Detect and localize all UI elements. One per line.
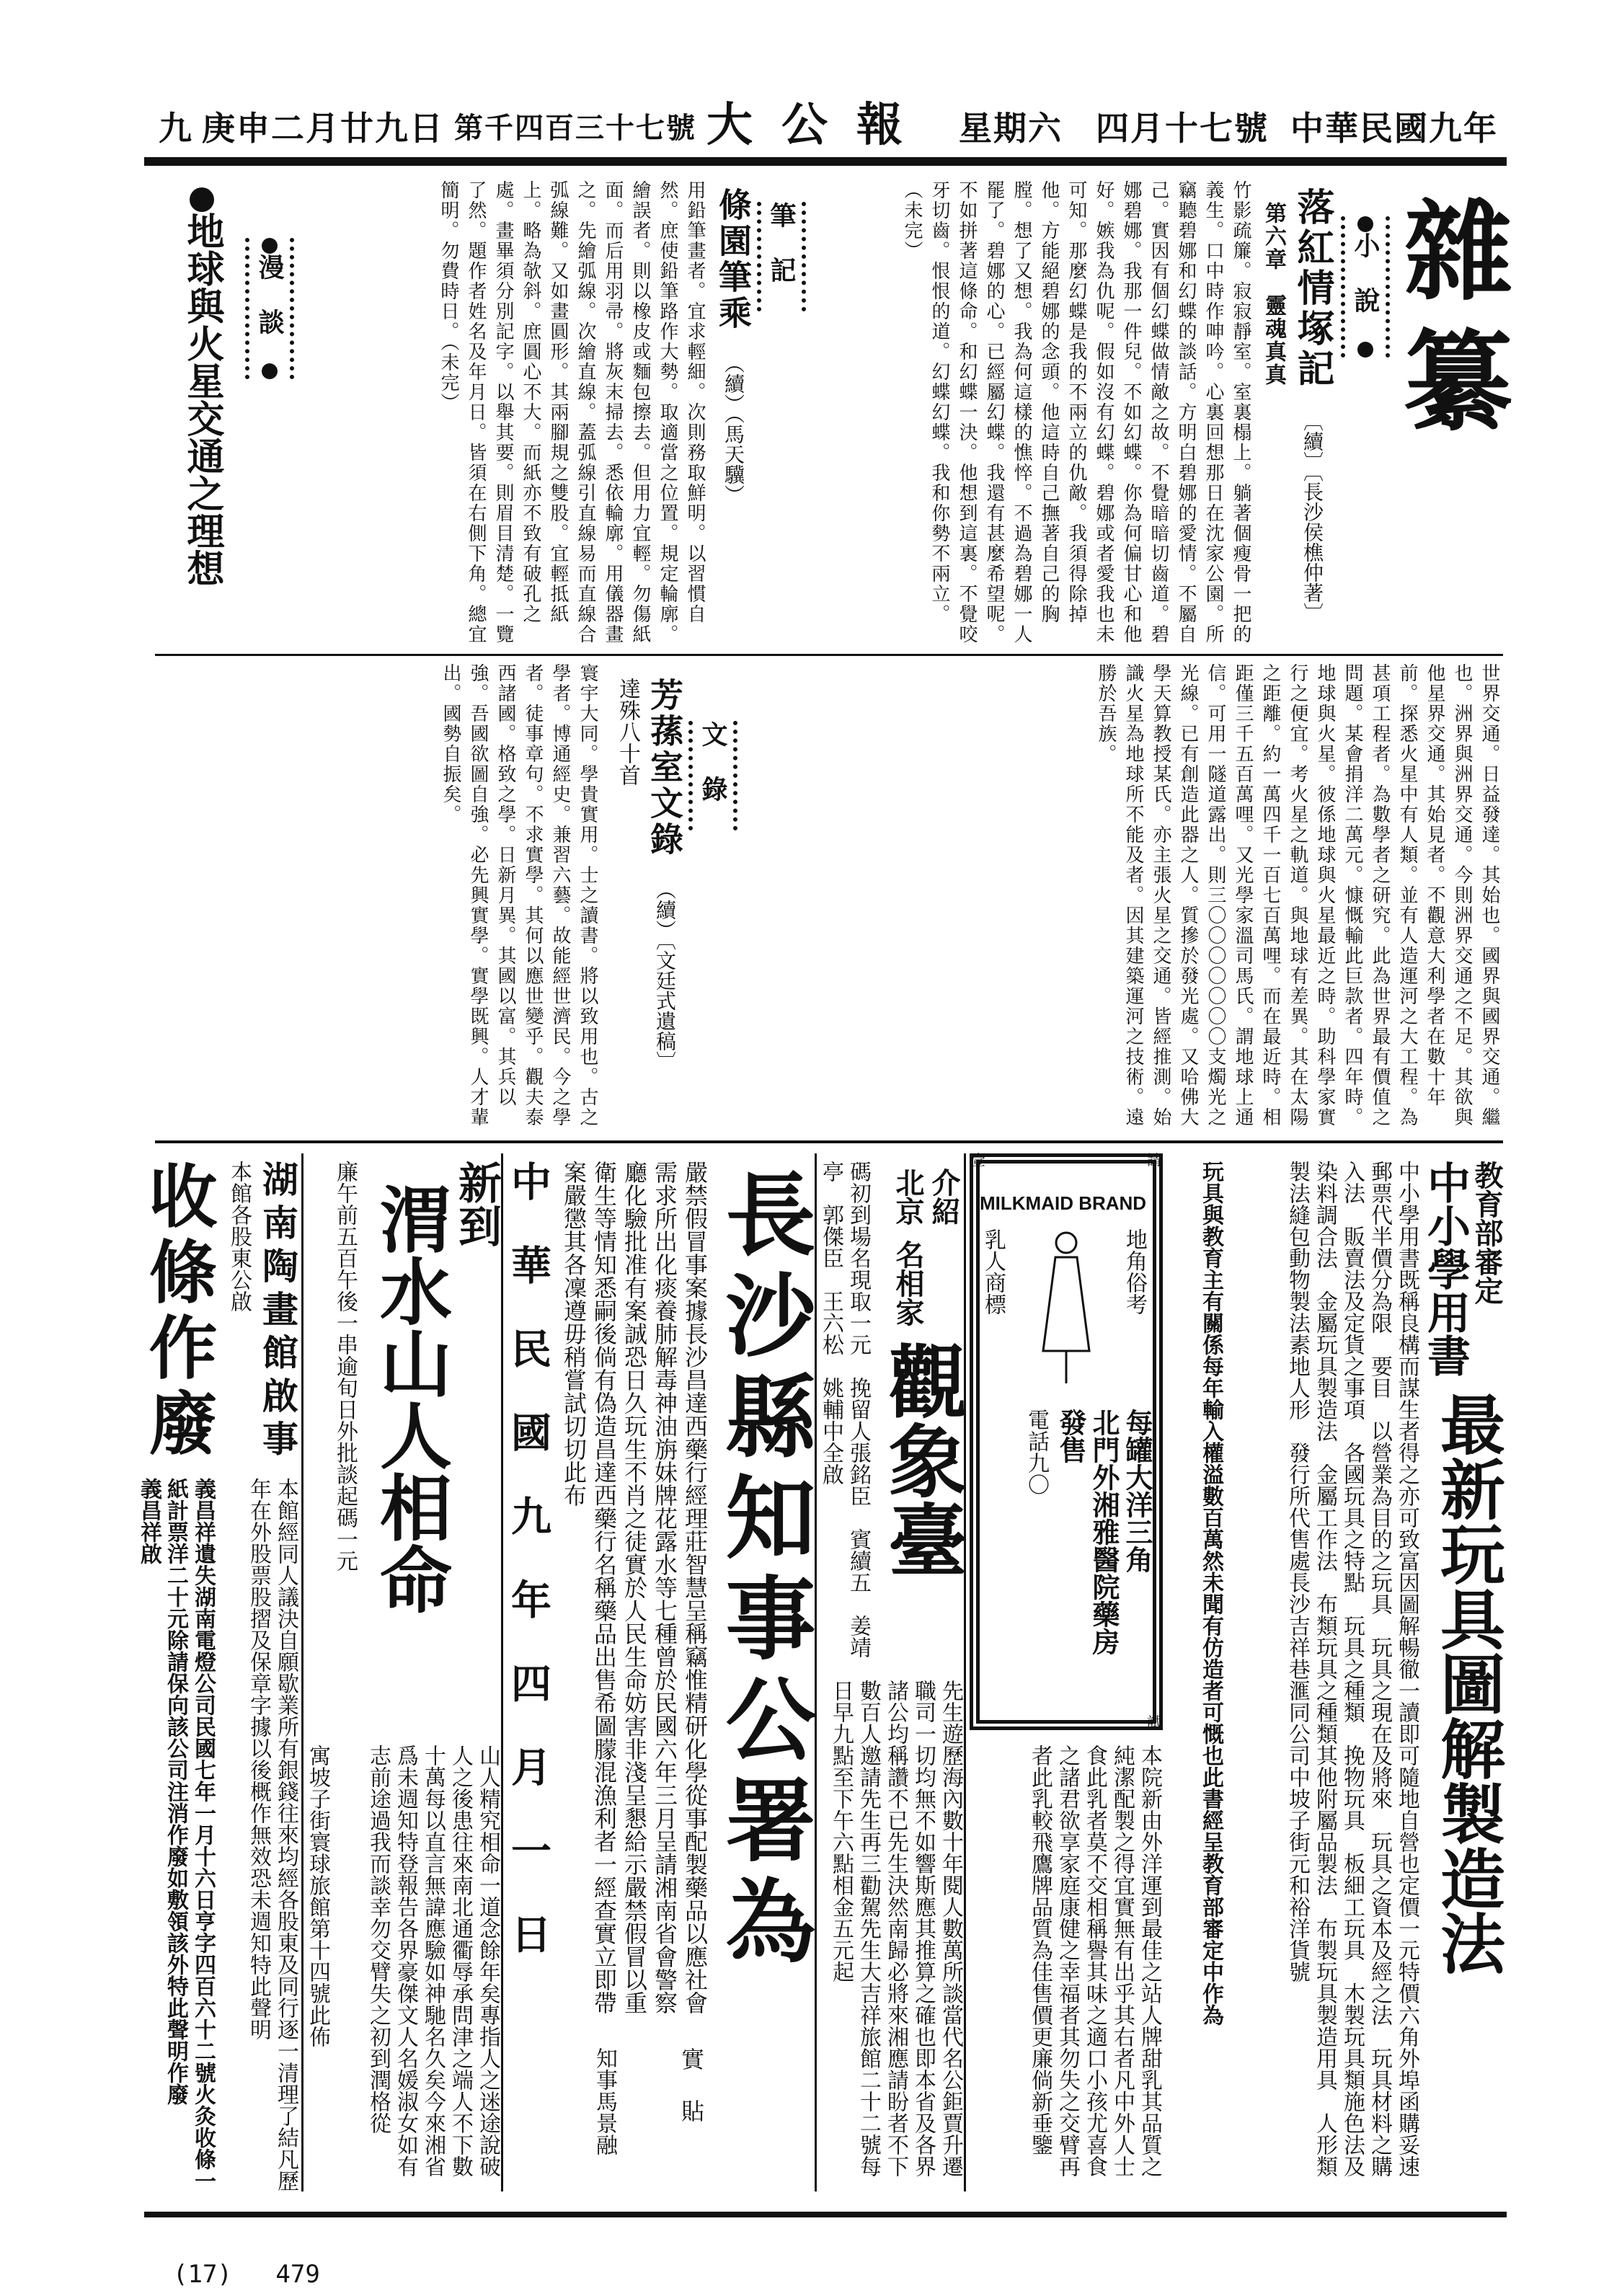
banner-dot-icon bbox=[262, 238, 278, 254]
receipt-title: 收條作廢 bbox=[138, 1161, 218, 1463]
mars-text: 世界交通。日益發達。其始也。國界與國界交通。繼也。洲界與洲界交通。今則洲界交通之不足。其欲與他星界交通。其始見者。不觀意大利學者在數十年前。探悉火星中有人類。並有人造運河之大工程。為甚項工程者。為數學者之研究。此為世界最有價值之問題。某會捐洋二萬元。慷慨輸此巨款者。四年時。地球與火星。彼係地球與火星最近之時。助科學家實行之便宜。考火星之軌道。與地球有差異。其在太陽之距離。約一萬四千一百七百萬哩。而在最近時。相距僅三千五百萬哩。又光學家溫司馬氏。謂地球上通信。可用一隧道露出。則三〇〇〇〇〇〇〇支燭光之光線。已有創造此器之人。質摻於發光處。又哈佛大學天算教授某氏。亦主張火星之交通。皆經推測。始識火星為地球所不能及者。因其建築運河之技術。遠勝於吾族。 bbox=[1095, 663, 1500, 1127]
literary-text: 寰宇大同。學貴實用。士之讀書。將以致用也。古之學者。博通經史。兼習六藝。故能經世濟民。今之學者。徒事章句。不求實學。其何以應世變乎。觀夫泰西諸國。格致之學。日新月異。其國以富。其兵以強。吾國欲圖自強。必先興實學。實學既興。人才輩出。國勢自振矣。 bbox=[440, 663, 598, 1127]
section-title: 雜纂 bbox=[1386, 195, 1512, 454]
astro-text: 碼初到場名現取一元 挽留人張銘臣 賓續五 姜靖亭 郭傑臣 王六松 姚輔中全啟 bbox=[818, 1161, 871, 1658]
milk-corner-br: 試 bbox=[1147, 1714, 1161, 1731]
novel-banner: 小說 bbox=[1341, 216, 1390, 358]
toy-note: 玩具與教育主有關係每年輸入權溢數百萬然未聞有仿造者可慨也此書經呈教育部審定中作為 bbox=[1198, 1161, 1223, 2026]
header-year: 中華民國九年 bbox=[1290, 109, 1498, 148]
banner-dot-icon bbox=[262, 363, 278, 379]
pottery-sign: 本館各股東公啟 bbox=[226, 1161, 252, 1312]
ad-fortune bbox=[301, 1153, 503, 2191]
header-weekday: 星期六 bbox=[959, 109, 1063, 148]
milk-price: 每罐大洋三角 bbox=[1121, 1409, 1153, 1573]
pottery-title: 湖南陶畫館啟事 bbox=[257, 1161, 299, 1463]
notice-posted: 實貼 bbox=[678, 2047, 705, 2151]
bullet-dot-icon bbox=[190, 187, 214, 212]
footer-sheet: (17) bbox=[173, 2260, 232, 2289]
astro-title: 觀象臺 bbox=[875, 1341, 968, 1579]
section-divider bbox=[155, 654, 1503, 656]
essay-byline: （續）（馬天驥） bbox=[722, 353, 745, 505]
receipt-text: 義昌祥遺失湖南電燈公司民國七年一月十六日亨字四百六十二號火灸收條一紙計票洋二十元除請保向該公司注消作廢如敷領該外特此聲明作廢 bbox=[163, 1478, 216, 2191]
header-date: 四月十七號 bbox=[1096, 109, 1269, 148]
chat-banner: 漫談 bbox=[245, 238, 294, 379]
milkmaid-figure-icon bbox=[1030, 1228, 1102, 1387]
milk-sell: 發售 bbox=[1055, 1409, 1087, 1463]
ad-divider bbox=[155, 1140, 1503, 1143]
novel-text: 竹影疏簾。寂寂靜室。室裏榻上。躺著個瘦骨一把的義生。口中時作呻吟。心裏回想那日在沈家公園。所竊聽碧娜和幻蝶的談話。方明白碧娜的愛情。不屬自己。實因有個幻蝶做情敵之故。不覺暗暗切齒道。碧娜碧娜。我那一件兒。不如幻蝶。你為何偏甘心和他好。嫉我為仇呢。假如沒有幻蝶。碧娜或者愛我也未可知。那麼幻蝶是我的不兩立的仇敵。我須得除掉他。方能絕碧娜的念頭。他這時自己撫著自己的胸膛。想了又想。我為何這樣的憔悴。不過為碧娜一人罷了。碧娜的心。已經屬幻蝶。我還有甚麼希望呢。不如拼著這條命。和幻蝶一決。他想到這裏。不覺咬牙切齒。恨恨的道。幻蝶幻蝶。我和你勢不兩立。（未完） bbox=[901, 180, 1251, 644]
literary-banner: 文錄 bbox=[688, 721, 737, 830]
fortune-new: 新到 bbox=[451, 1161, 502, 1247]
astro-place: 北京 bbox=[891, 1168, 925, 1225]
literary-subtitle: 達殊八十首 bbox=[615, 678, 640, 786]
novel-title: 落紅情塚記 bbox=[1290, 187, 1334, 389]
milk-brand: MILKMAID BRAND bbox=[980, 1192, 1147, 1214]
literary-byline: （續）〔文廷式遺稿〕 bbox=[653, 879, 677, 1071]
novel-chapter: 第六章 靈魂真真 bbox=[1261, 202, 1286, 386]
page-footer bbox=[173, 2260, 320, 2289]
pottery-text: 本館經同人議決自願歇業所有銀錢往來均經各股東及同行逐一清理了結凡歷年在外股票股摺及保章字據以後概作無效恐未週知特此聲明 bbox=[246, 1478, 298, 2191]
header-issue: 第千四百三十七號 bbox=[454, 111, 696, 145]
banner-dot-icon bbox=[1357, 216, 1373, 232]
notice-signer: 知事馬景融 bbox=[592, 2047, 617, 2155]
page-number: 九 bbox=[159, 109, 193, 148]
ad-milkmaid bbox=[970, 1153, 1163, 1730]
astro-label: 名相家 bbox=[891, 1240, 925, 1326]
notice-title: 長沙縣知事公署為 bbox=[710, 1168, 815, 1975]
essay-title: 條園筆乘 bbox=[714, 187, 753, 332]
notice-text: 嚴禁假冒事案據長沙昌達西藥行經理莊智慧呈稱竊惟精研化學從事配製藥品以應社會需求所出化痰養肺解毒神油旃妹牌花露水等七種曾於民國六年三月呈請湘南省會警察廳化驗批准有案誠恐日久玩生不肖之徒實於人民生命妨害非淺呈懇給示嚴禁假冒以重衛生等情知悉嗣後倘有偽造昌達西藥行名稱藥品出售希圖朦混漁利者一經查實立即帶案嚴懲其各凜遵毋稍嘗試切切此布 bbox=[560, 1161, 709, 2014]
banner-dot-icon bbox=[1357, 342, 1373, 358]
fortune-title: 渭水山人相命 bbox=[368, 1182, 453, 1615]
milk-corner-tr: 請 bbox=[1147, 1151, 1161, 1169]
notice-date: 中華民國九年四月一日 bbox=[505, 1161, 552, 1997]
ad-county-notice bbox=[505, 1153, 815, 2191]
fortune-address: 寓坡子街寰球旅館第十四號此佈 bbox=[305, 1745, 330, 2047]
ad-observatory bbox=[815, 1153, 966, 2191]
header-lunar-date: 庚申二月廿九日 bbox=[202, 109, 444, 148]
milk-phone: 電話九〇 bbox=[1024, 1409, 1049, 1495]
masthead: 大公報 bbox=[706, 98, 931, 152]
novel-byline: 〔續〕〔長沙侯樵仲著〕 bbox=[1300, 411, 1324, 623]
toy-approved: 教育部審定 bbox=[1470, 1161, 1504, 1305]
footer-number: 479 bbox=[275, 2260, 320, 2289]
milk-text: 本院新由外洋運到最佳之站人牌甜乳其品質之純潔配製之得宜實無有出乎其右者凡中外人士食此乳者莫不交相稱譽其味之適口小孩尤喜食之諸君欲享家庭康健之幸福者其勿失之交臂再者此乳較飛鷹牌品質為佳售價更廉倘新垂鑒 bbox=[1027, 1745, 1162, 2177]
fortune-text: 山人精究相命一道念餘年矣專指人之迷途說破人之後患往來南北通衢辱承問津之端人不下數十萬每以直言無諱應驗如神馳名久矣今來湘省爲未週知特登報告各界豪傑文人名媛淑女如有志前途過我而談幸勿交臂失之初到潤格從 bbox=[365, 1745, 500, 2177]
header-rule bbox=[144, 157, 1507, 166]
bottom-rule bbox=[144, 2212, 1507, 2217]
essay-text: 用鉛筆畫者。宜求輕細。次則務取鮮明。以習慣自然。庶使鉛筆路作大勢。取適當之位置。規定輪廓。繪誤者。則以橡皮或麵包擦去。但用力宜輕。勿傷紙面。而后用羽帚。將灰末掃去。悉依輪廓。用儀器畫之。先繪弧線。次繪直線。蓋弧線引直線易而直線合弧線難。又如畫圓形。其兩腳規之雙股。宜輕抵紙上。略為欹斜。庶圓心不大。而紙亦不致有破孔之處。畫畢須分別記字。以舉其要。則眉目清楚。一覽了然。題作者姓名及年月日。皆須在右側下角。總宜簡明。勿費時日。（未完） bbox=[438, 180, 706, 644]
fortune-fee: 廉午前五百午後一串逾旬日外批談起碼一元 bbox=[332, 1161, 358, 1572]
milk-mark-right: 地角俗考 bbox=[1122, 1228, 1147, 1315]
mars-title: 地球與火星交通之理想 bbox=[180, 187, 223, 587]
receipt-sign: 義昌祥啟 bbox=[136, 1478, 161, 1564]
toy-text: 中小學用書既稱良構而謀生者得之亦可致富因圖解暢徹一讀即可隨地自營也定價一元特價六角外埠函購妥速郵票代半價分為限 要目 以營業為目的之玩具 玩具之現在及將來 玩具之資本及經之法 玩具材料之購入法 販賣法及定貨之事項 各國玩具之特點 玩具之種類 挽物玩具 板細工玩具 木製玩具類施色法及染料調合法 金屬玩具製造法 金屬工作法 布類玩具之種類其他附屬品製法 布製玩具製造用具 人形類製法縫包動物製法素地人形 發行所代售處長沙吉祥巷滙同公司中坡子街元和裕洋貨號 bbox=[1285, 1161, 1419, 2177]
literary-title: 芳蓀室文錄 bbox=[645, 678, 684, 858]
milk-mark-left: 乳人商標 bbox=[980, 1228, 1006, 1315]
milk-corner-tl: 壹 bbox=[971, 1151, 985, 1169]
notes-banner: 筆記 bbox=[757, 202, 806, 311]
astro-intro: 介紹 bbox=[927, 1168, 961, 1225]
milk-seller: 北門外湘雅醫院藥房 bbox=[1088, 1409, 1120, 1655]
toy-school: 中小學用書 bbox=[1420, 1161, 1471, 1377]
toy-title: 最新玩具圖解製造法 bbox=[1429, 1391, 1505, 1975]
astro-text2: 先生遊歷海內數十年閱人數萬所談當代名公鉅賈升遷職司一切均無不如響斯應其推算之確也即本省及各界諸公均稱讚不已先生決然南歸必將來湘應請盼者不下數百人邀請先生再三勸駕先生大吉祥旅館二十二號每日早九點至下午六點相金五元起 bbox=[828, 1680, 963, 2177]
